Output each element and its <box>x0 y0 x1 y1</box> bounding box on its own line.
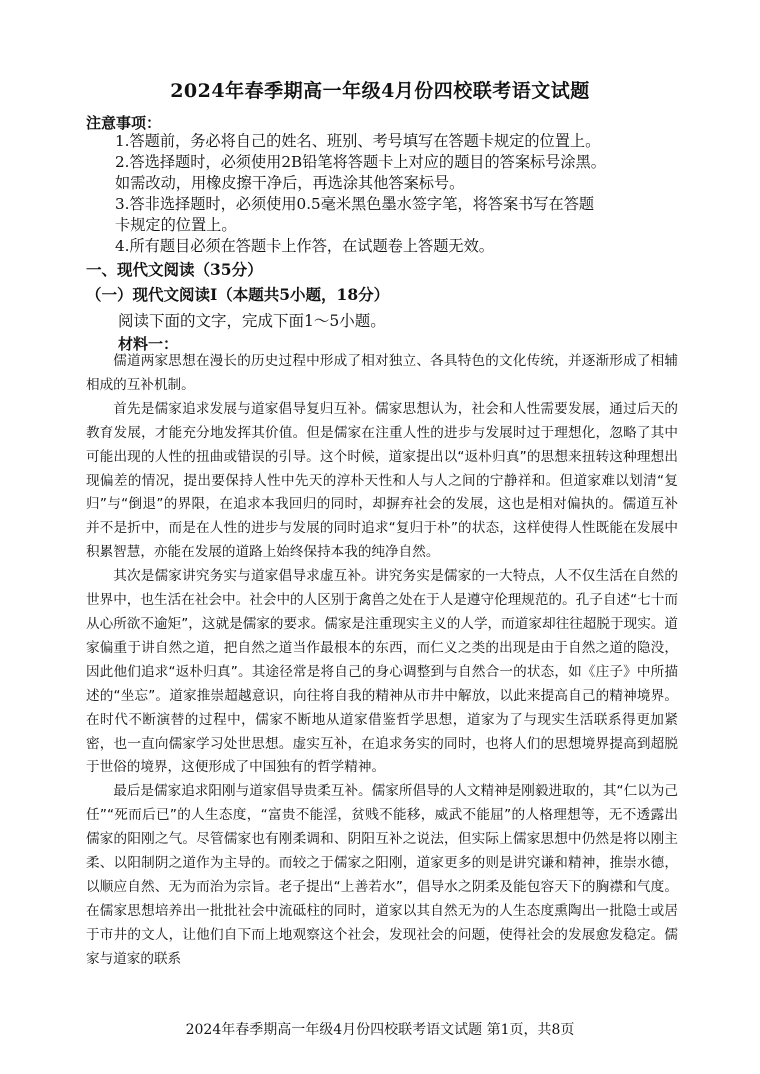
passage <box>86 350 678 972</box>
material-label: 材料一： <box>118 335 179 353</box>
notice-line: 4.所有题目必须在答题卡上作答，在试题卷上答题无效。 <box>115 237 494 255</box>
notice-line: 如需改动，用橡皮擦干净后，再选涂其他答案标号。 <box>115 174 465 192</box>
notice-line: 1.答题前，务必将自己的姓名、班别、考号填写在答题卡规定的位置上。 <box>115 132 601 150</box>
notice-line: 3.答非选择题时，必须使用0.5毫米黑色墨水签字笔，将答案书写在答题 <box>115 195 595 213</box>
notice-line: 卡规定的位置上。 <box>115 216 237 234</box>
subsection-title: （一）现代文阅读Ⅰ（本题共5小题，18分） <box>86 285 390 304</box>
notice-line: 2.答选择题时，必须使用2B铅笔将答题卡上对应的题目的答案标号涂黑。 <box>115 153 606 171</box>
page-footer: 2024年春季期高一年级4月份四校联考语文试题 第1页，共8页 <box>185 1022 575 1038</box>
passage-paragraph: 儒道两家思想在漫长的历史过程中形成了相对独立、各具特色的文化传统，并逐渐形成了相辅相成的互补机制。 <box>86 353 678 393</box>
passage-paragraph: 最后是儒家追求阳刚与道家倡导贵柔互补。儒家所倡导的人文精神是刚毅进取的，其“仁以为己任”“死而后已”的人生态度，“富贵不能淫，贫贱不能移，威武不能屈”的人格理想等，无不透露出儒家的阳刚之气。尽管儒家也有刚柔调和、阴阳互补之说法，但实际上儒家思想中仍然是将以刚主柔、以阳制阴之道作为主导的。而较之于儒家之阳刚，道家更多的则是讲究谦和精神，推崇水德，以顺应自然、无为而治为宗旨。老子提出“上善若水”，倡导水之阴柔及能包容天下的胸襟和气度。在儒家思想培养出一批批社会中流砥柱的同时，道家以其自然无为的人生态度熏陶出一批隐士或居于市井的文人，让他们自下而上地观察这个社会，发现社会的问题，使得社会的发展愈发稳定。儒家与道家的联系 <box>86 783 678 967</box>
passage-paragraph: 首先是儒家追求发展与道家倡导复归互补。儒家思想认为，社会和人性需要发展，通过后天的教育发展，才能充分地发挥其价值。但是儒家在注重人性的进步与发展时过于理想化，忽略了其中可能出现的人性的扭曲或错误的引导。这个时候，道家提出以“返朴归真”的思想来扭转这种理想出现偏差的情况，提出要保持人性中先天的淳朴天性和人与人之间的宁静祥和。但道家难以划清“复归”与“倒退”的界限，在追求本我回归的同时，却摒弃社会的发展，这也是相对偏执的。儒道互补并不是折中，而是在人性的进步与发展的同时追求“复归于朴”的状态，这样使得人性既能在发展中积累智慧，亦能在发展的道路上始终保持本我的纯净自然。 <box>86 400 678 561</box>
notice-heading: 注意事项： <box>86 114 162 132</box>
passage-paragraph: 其次是儒家讲究务实与道家倡导求虚互补。讲究务实是儒家的一大特点，人不仅生活在自然的世界中，也生活在社会中。社会中的人区别于禽兽之处在于人是遵守伦理规范的。孔子自述“七十而从心所欲不逾矩”，这就是儒家的要求。儒家是注重现实主义的人学，而道家却往往超脱于现实。道家偏重于讲自然之道，把自然之道当作最根本的东西，而仁义之类的出现是由于自然之道的隐没，因此他们追求“返朴归真”。其途径常是将自己的身心调整到与自然合一的状态，如《庄子》中所描述的“坐忘”。道家推崇超越意识，向往将自我的精神从市井中解放，以此来提高自己的精神境界。在时代不断演替的过程中，儒家不断地从道家借鉴哲学思想，道家为了与现实生活联系得更加紧密，也一直向儒家学习处世思想。虚实互补，在追求务实的同时，也将人们的思想境界提高到超脱于世俗的境界，这便形成了中国独有的哲学精神。 <box>86 568 678 776</box>
section-title: 一、现代文阅读（35分） <box>86 260 263 279</box>
reading-instruction: 阅读下面的文字，完成下面1～5小题。 <box>118 312 386 330</box>
exam-title: 2024年春季期高一年级4月份四校联考语文试题 <box>170 80 590 102</box>
